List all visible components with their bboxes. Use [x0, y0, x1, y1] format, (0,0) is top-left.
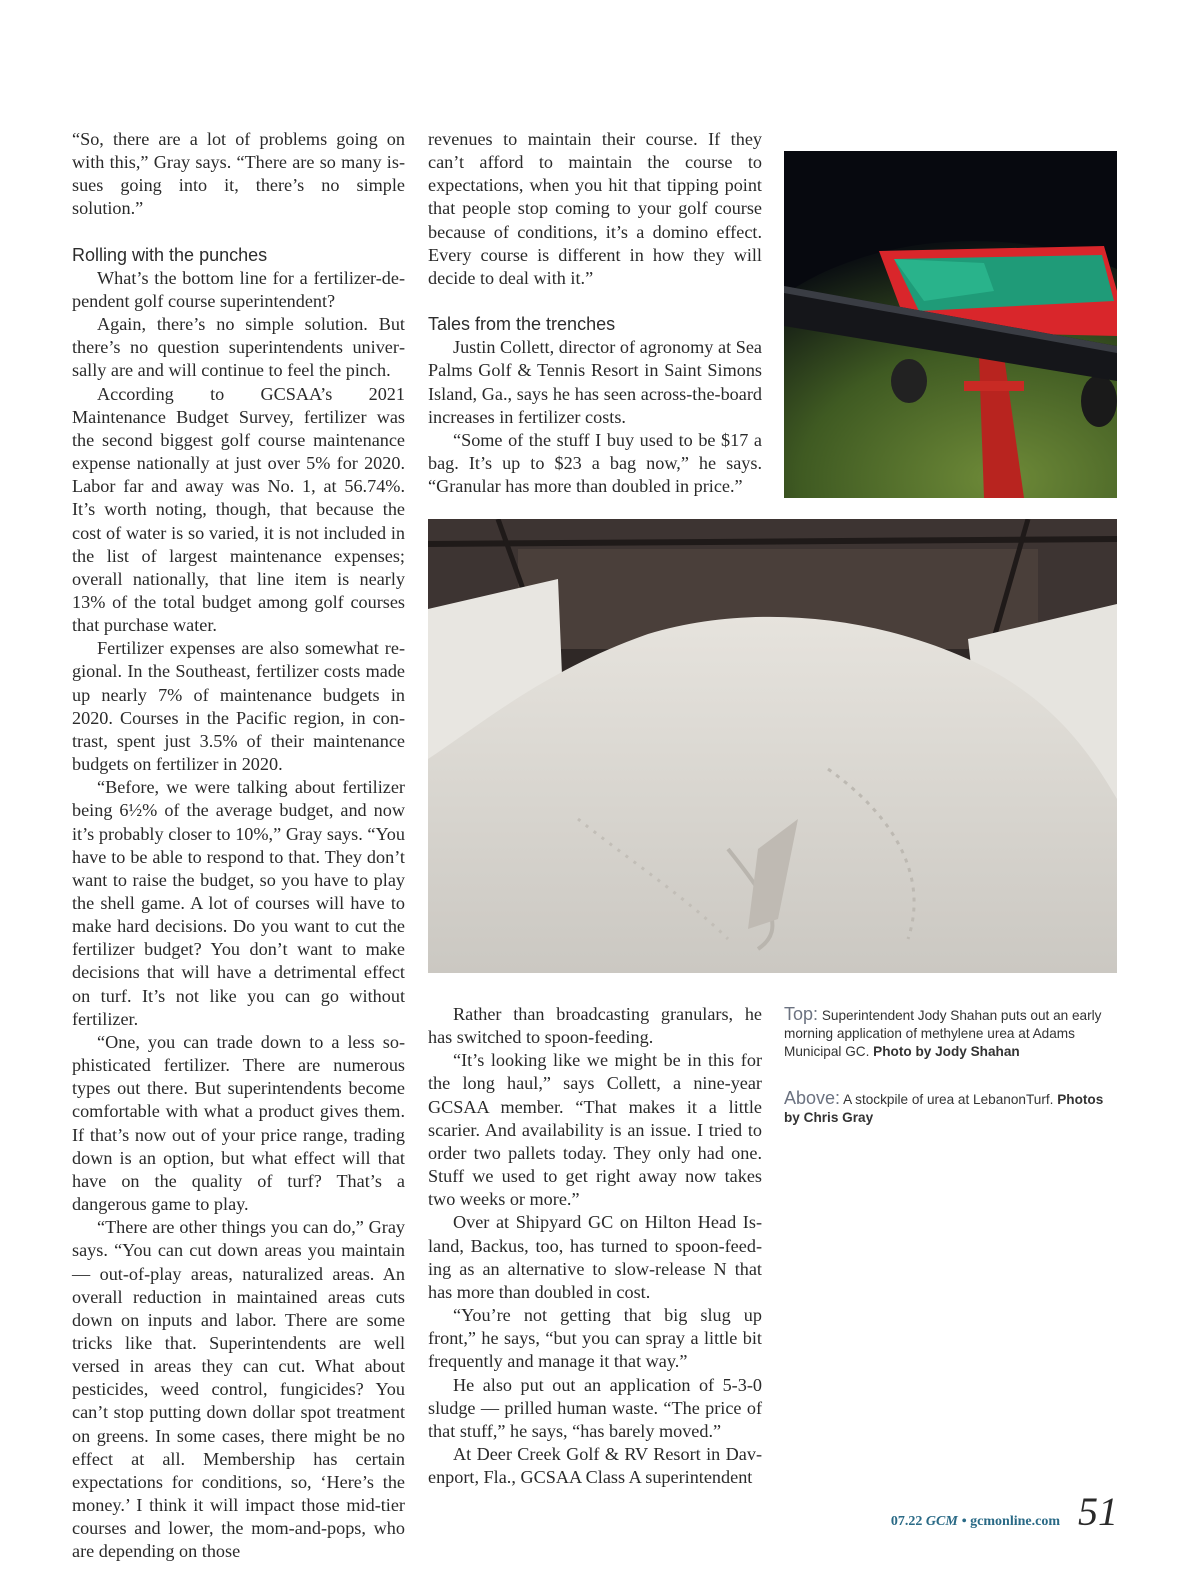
issue-date: 07.22 — [890, 1514, 923, 1529]
caption-text: A stockpile of urea at LebanonTurf. — [843, 1092, 1054, 1107]
paragraph: Rather than broadcasting granulars, he has switched to spoon-feeding. — [428, 1004, 762, 1048]
caption-lead: Top: — [784, 1004, 819, 1024]
article-column-left — [72, 128, 405, 1564]
paragraph: What’s the bottom line for a fertilizer-dependent golf course superintendent? — [72, 267, 405, 311]
section-heading: Tales from the trenches — [428, 314, 616, 335]
urea-pile-illustration — [428, 519, 1117, 973]
page-folio — [891, 1488, 1118, 1535]
photo-credit: Photos by Chris Gray — [784, 1092, 1104, 1125]
caption-text: Superintendent Jody Shahan puts out an early morning application of methylene urea at Adams Municipal GC. — [784, 1008, 1102, 1059]
article-column-middle-top — [428, 128, 762, 498]
caption-lead: Above: — [784, 1088, 841, 1108]
paragraph: “It’s looking like we might be in this for the long haul,” says Collett, a nine-year GCSAA member. “That makes it a little scarier. And availability is an issue. I tried to order two pallets today. They only had one. Stuff we used to get right away now takes two weeks or more.” — [428, 1050, 762, 1210]
paragraph: “Before, we were talking about fertilizer being 6½% of the average budget, and now it’s probably closer to 10%,” Gray says. “You have to be able to respond to that. They don’t want to raise the budget, so you have to play the shell game. A lot of courses will have to make hard decisions. Do you want to cut the fertilizer budget? You don’t want to make decisions that will have a detrimental effect on turf. It’s not like you can go without fertilizer. — [72, 777, 405, 1029]
paragraph: “Some of the stuff I buy used to be $17 a bag. It’s up to $23 a bag now,” he says. “Granular has more than doubled in price.” — [428, 429, 762, 497]
paragraph: “So, there are a lot of problems going on with this,” Gray says. “There are so many issues going into it, there’s no simple solution.” — [72, 129, 405, 219]
magazine-name: GCM — [925, 1514, 958, 1529]
folio-website[interactable]: • gcmonline.com — [961, 1514, 1060, 1529]
paragraph: Over at Shipyard GC on Hilton Head Island, Backus, too, has turned to spoon-feeding as an alternative to slow-release N that has more than doubled in cost. — [428, 1212, 762, 1302]
paragraph: He also put out an application of 5-3-0 sludge — prilled human waste. “The price of that stuff,” he says, “has barely moved.” — [428, 1374, 762, 1441]
photo-caption-above — [784, 1089, 1122, 1127]
paragraph: At Deer Creek Golf & RV Resort in Davenport, Fla., GCSAA Class A superintendent — [428, 1443, 762, 1488]
paragraph: “One, you can trade down to a less sophisticated fertilizer. There are numerous types out there. But superintendents become comfortable with what a product gives them. If that’s now out of your price range, trading down is an option, but what effect will that have on the quality of turf? That’s a dangerous game to play. — [72, 1031, 405, 1215]
folio-issue — [891, 1514, 958, 1530]
paragraph: revenues to maintain their course. If they can’t afford to maintain the course to expectations, when you hit that tipping point that people stop coming to your golf course because of conditions, it’s a domino effect. Every course is different in how they will decide to deal with it.” — [428, 129, 762, 288]
photo-fertilizer-spreader — [784, 151, 1117, 498]
paragraph: Fertilizer expenses are also somewhat regional. In the Southeast, fertilizer costs made up nearly 7% of maintenance budgets in 2020. Courses in the Pacific region, in contrast, spent just 3.5% of their maintenance budgets on fertilizer in 2020. — [72, 638, 405, 775]
paragraph: Again, there’s no simple solution. But there’s no question superintendents universally are and will continue to feel the pinch. — [72, 314, 405, 381]
photo-urea-stockpile — [428, 519, 1117, 973]
spreader-illustration — [784, 151, 1117, 498]
section-heading: Rolling with the punches — [72, 244, 268, 265]
paragraph: Justin Collett, director of agronomy at Sea Palms Golf & Tennis Resort in Saint Simons Island, Ga., says he has seen across-the-board increases in fertilizer costs. — [428, 337, 762, 427]
paragraph: According to GCSAA’s 2021 Maintenance Budget Survey, fertilizer was the second biggest golf course maintenance expense nationally at just over 5% for 2020. Labor far and away was No. 1, at 56.74%. It’s worth noting, though, that because the cost of water is so varied, it is not included in the list of largest maintenance expenses; overall nationally, that line item is nearly 13% of the total budget among golf courses that purchase water. — [72, 383, 405, 636]
paragraph: “You’re not getting that big slug up front,” he says, “but you can spray a little bit frequently and manage it that way.” — [428, 1305, 762, 1372]
photo-caption-top — [784, 1005, 1122, 1061]
page-number: 51 — [1078, 1489, 1118, 1534]
paragraph: “There are other things you can do,” Gray says. “You can cut down areas you maintain — out-of-play areas, naturalized areas. An overall reduction in maintained areas cuts down on inputs and labor. There are some tricks like that. Superintendents are well versed in areas they can cut. What about pesticides, weed control, fungicides? You can’t stop putting down dollar spot treatment on greens. In some cases, there might be no effect at all. Membership has certain expectations for conditions, so, ‘Here’s the money.’ I think it will impact those mid-tier courses and lower, the mom-and-pops, who are depending on those — [72, 1217, 405, 1562]
photo-credit: Photo by Jody Shahan — [873, 1044, 1020, 1059]
article-column-middle-bottom — [428, 1003, 762, 1489]
